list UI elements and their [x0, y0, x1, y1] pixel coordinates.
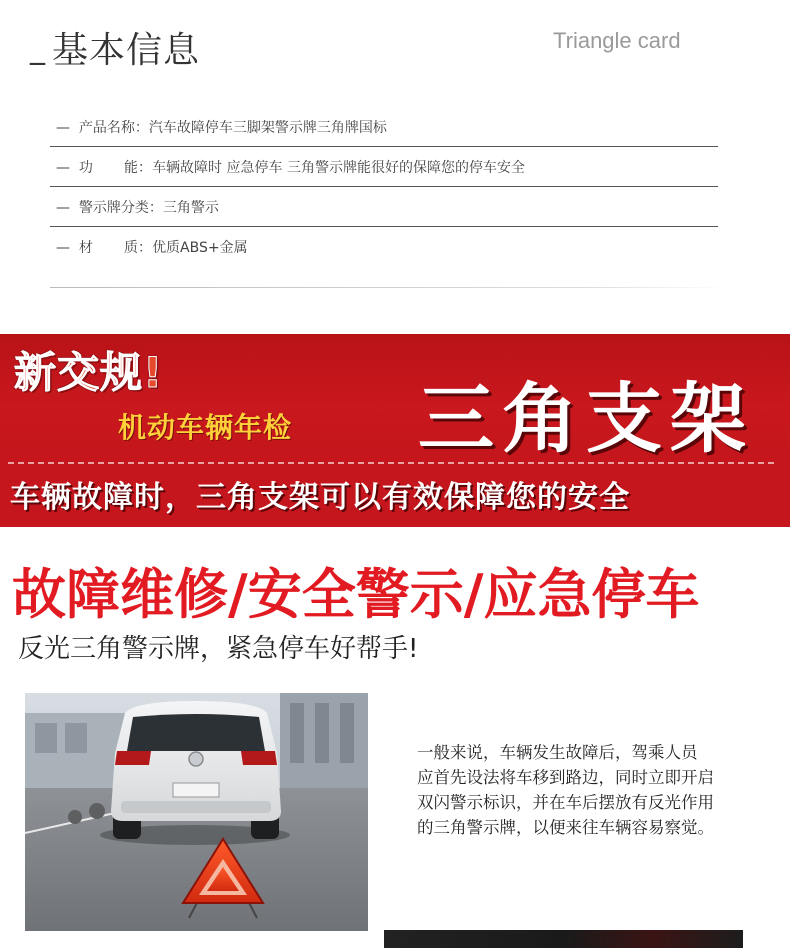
spec-key: — 产品名称： — [56, 119, 149, 136]
spec-value: 车辆故障时 应急停车 三角警示牌能很好的保障您的停车安全 — [152, 159, 525, 176]
banner-slogan: 车辆故障时，三角支架可以有效保障您的安全 — [10, 480, 630, 515]
description-line: 的三角警示牌，以便来往车辆容易察觉。 — [417, 818, 714, 837]
new-rules-label — [14, 340, 163, 400]
info-header — [30, 22, 730, 72]
title-dash: _ — [30, 31, 46, 66]
subheadline: 反光三角警示牌，紧急停车好帮手! — [18, 634, 419, 664]
divider — [50, 287, 725, 288]
new-rules-text: 新交规 — [14, 348, 144, 397]
spec-key: — 材 质： — [56, 240, 153, 256]
title-text: 基本信息 — [52, 30, 201, 71]
section-title-en: Triangle card — [553, 28, 681, 53]
spec-value: 优质ABS+金属 — [152, 240, 248, 256]
description-text — [417, 740, 767, 840]
section-title — [30, 22, 200, 73]
spec-list — [50, 107, 718, 267]
spec-key: — 功 能： — [56, 159, 153, 176]
spec-value: 汽车故障停车三脚架警示牌三角牌国标 — [148, 119, 387, 136]
headline: 故障维修/安全警示/应急停车 — [12, 563, 700, 626]
new-rules-exclaim: ! — [143, 348, 164, 397]
annual-check-label: 机动车辆年检 — [118, 411, 293, 444]
spec-key: — 警示牌分类： — [56, 199, 163, 216]
banner-dashed-divider — [8, 462, 774, 464]
spec-value: 三角警示 — [162, 199, 219, 216]
car-illustration — [25, 693, 368, 931]
promo-banner — [0, 334, 790, 527]
description-line: 应首先设法将车移到路边，同时立即开启 — [417, 768, 714, 787]
car-photo — [25, 693, 368, 931]
spec-row-name — [50, 107, 718, 147]
description-line: 一般来说，车辆发生故障后，驾乘人员 — [417, 743, 698, 762]
spec-row-function — [50, 147, 718, 187]
spec-row-material — [50, 227, 718, 267]
spec-row-category — [50, 187, 718, 227]
banner-big-title: 三角支架 — [418, 374, 754, 463]
night-photo-partial — [384, 930, 743, 948]
description-line: 双闪警示标识，并在车后摆放有反光作用 — [417, 793, 714, 812]
